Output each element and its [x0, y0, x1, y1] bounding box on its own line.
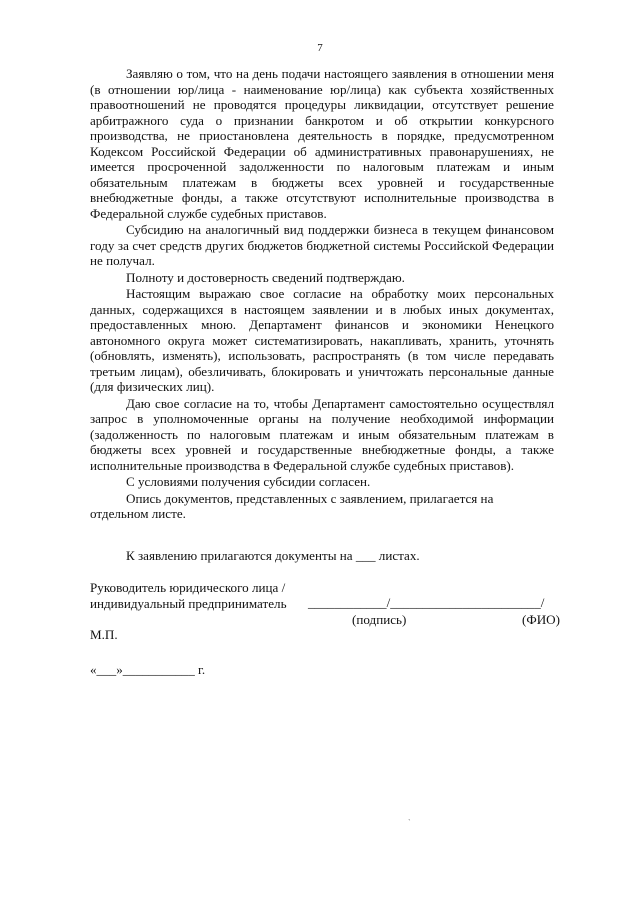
signature-block: [90, 580, 570, 627]
consent-personal-data-paragraph: Настоящим выражаю свое согласие на обработку моих персональных данных, содержащихся в настоящем заявлении и в любых иных документах, предоставленных мною. Департамент финансов и экономики Ненецкого автономного округа может систематизировать, накапливать, хранить, уточнять (обновлять, изменять), использовать, распространять (в том числе передавать третьим лицам), обезличивать, блокировать и уничтожать персональные данные (для физических лиц).: [90, 286, 554, 394]
document-body: [90, 66, 554, 522]
subsidy-paragraph: Субсидию на аналогичный вид поддержки бизнеса в текущем финансовом году за счет средств других бюджетов бюджетной системы Российской Федерации не получал.: [90, 222, 554, 268]
inventory-paragraph: Опись документов, представленных с заявлением, прилагается на отдельном листе.: [90, 490, 494, 521]
signature-caption: (подпись): [352, 612, 407, 627]
fio-caption: (ФИО): [522, 612, 560, 627]
conditions-paragraph: С условиями получения субсидии согласен.: [126, 474, 371, 489]
signature-fill-line: ____________/_______________________/: [308, 595, 545, 610]
accuracy-paragraph: Полноту и достоверность сведений подтверждаю.: [126, 269, 405, 285]
page-number: 7: [317, 42, 323, 54]
signer-role-line-1: Руководитель юридического лица /: [90, 580, 286, 595]
date-line: «___»___________ г.: [90, 662, 206, 677]
scan-speck: `: [408, 818, 411, 827]
statement-paragraph: Заявляю о том, что на день подачи настоящего заявления в отношении меня (в отношении юр/лица - наименование юр/лица) как субъекта хозяйственных правоотношений не проводятся процедуры ликвидации, отсутствует решение арбитражного суда о признании банкротом и об открытии конкурсного производства, не приостановлена деятельность в порядке, предусмотренном Кодексом Российской Федерации об административных правонарушениях, не имеется просроченной задолженности по налоговым платежам и иным обязательным платежам в бюджеты всех уровней и государственные внебюджетные фонды, а также отсутствуют исполнительные производства в Федеральной службе судебных приставов.: [90, 66, 554, 221]
signer-role-line-2: индивидуальный предприниматель: [90, 595, 287, 611]
stamp-label: М.П.: [90, 627, 118, 642]
attachments-line: К заявлению прилагаются документы на ___ листах.: [126, 548, 420, 563]
consent-request-paragraph: Даю свое согласие на то, чтобы Департамент самостоятельно осуществлял запрос в уполномоченные органы на получение необходимой информации (задолженность по налоговым платежам и иным обязательным платежам в бюджеты всех уровней и государственные внебюджетные фонды, а также исполнительные производства в Федеральной службе судебных приставов).: [90, 395, 554, 473]
